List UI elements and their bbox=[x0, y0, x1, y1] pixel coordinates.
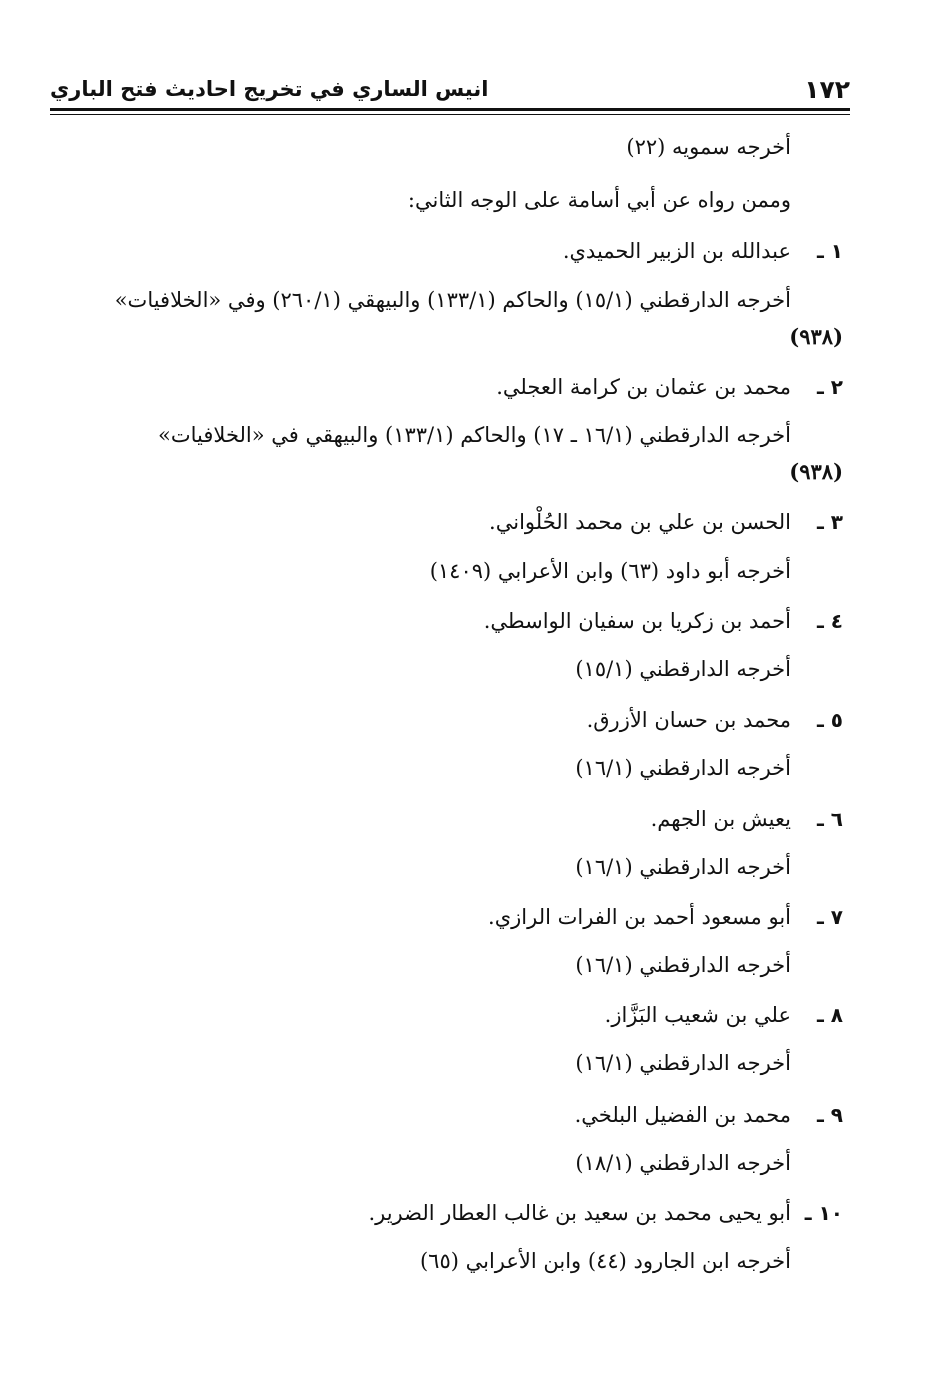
source-line: أخرجه الدارقطني (١٨/١) bbox=[575, 1151, 791, 1175]
narrator-name: عبدالله بن الزبير الحميدي. bbox=[562, 239, 791, 263]
item-number: ٣ ـ bbox=[816, 510, 843, 534]
narrator-name: محمد بن عثمان بن كرامة العجلي. bbox=[496, 375, 791, 399]
intro-source-line: أخرجه سمويه (٢٢) bbox=[626, 135, 791, 159]
header-rule-thin bbox=[50, 114, 850, 115]
narrator-item bbox=[60, 804, 843, 834]
narrator-item bbox=[60, 1000, 843, 1030]
source-line: أخرجه الدارقطني (١٦/١) bbox=[575, 1051, 791, 1075]
source-line: أخرجه الدارقطني (١٦/١ ـ ١٧) والحاكم (١٣٣/١) والبيهقي في «الخلافيات» bbox=[158, 423, 791, 447]
narrator-name: أبو يحيى محمد بن سعيد بن غالب العطار الضرير. bbox=[368, 1201, 791, 1225]
source-line: أخرجه ابن الجارود (٤٤) وابن الأعرابي (٦٥) bbox=[419, 1249, 791, 1273]
item-number: ٨ ـ bbox=[816, 1003, 843, 1027]
source-line: أخرجه الدارقطني (١٦/١) bbox=[575, 855, 791, 879]
item-number: ٤ ـ bbox=[816, 609, 843, 633]
source-line: أخرجه الدارقطني (١٦/١) bbox=[575, 756, 791, 780]
narrator-name: محمد بن الفضيل البلخي. bbox=[574, 1103, 791, 1127]
source-line: أخرجه الدارقطني (١٦/١) bbox=[575, 953, 791, 977]
page-header bbox=[50, 72, 850, 106]
source-line: أخرجه أبو داود (٦٣) وابن الأعرابي (١٤٠٩) bbox=[429, 559, 791, 583]
narrator-item bbox=[60, 236, 843, 266]
narrator-item bbox=[60, 507, 843, 537]
narrator-item bbox=[60, 1198, 843, 1228]
item-number: ٧ ـ bbox=[816, 905, 843, 929]
item-number: ٢ ـ bbox=[816, 375, 843, 399]
source-continuation: (٩٣٨) bbox=[789, 459, 843, 484]
source-continuation: (٩٣٨) bbox=[789, 324, 843, 349]
narrator-name: محمد بن حسان الأزرق. bbox=[586, 708, 791, 732]
header-rule-thick bbox=[50, 108, 850, 111]
narrator-name: علي بن شعيب البَزَّاز. bbox=[604, 1003, 791, 1027]
page-number: ١٧٢ bbox=[804, 74, 850, 104]
intro-heading-line: وممن رواه عن أبي أسامة على الوجه الثاني: bbox=[407, 188, 791, 212]
item-number: ٦ ـ bbox=[816, 807, 843, 831]
narrator-item bbox=[60, 606, 843, 636]
narrator-name: أحمد بن زكريا بن سفيان الواسطي. bbox=[483, 609, 791, 633]
source-line: أخرجه الدارقطني (١٥/١) والحاكم (١٣٣/١) والبيهقي (٢٦٠/١) وفي «الخلافيات» bbox=[114, 288, 791, 312]
narrator-item bbox=[60, 1100, 843, 1130]
narrator-name: يعيش بن الجهم. bbox=[650, 807, 791, 831]
narrator-item bbox=[60, 372, 843, 402]
item-number: ١ ـ bbox=[816, 239, 843, 263]
narrator-item bbox=[60, 705, 843, 735]
item-number: ١٠ ـ bbox=[804, 1201, 843, 1225]
item-number: ٩ ـ bbox=[816, 1103, 843, 1127]
narrator-item bbox=[60, 902, 843, 932]
narrator-name: أبو مسعود أحمد بن الفرات الرازي. bbox=[488, 905, 791, 929]
source-line: أخرجه الدارقطني (١٥/١) bbox=[575, 657, 791, 681]
narrator-name: الحسن بن علي بن محمد الحُلْواني. bbox=[489, 510, 791, 534]
running-title: انيس الساري في تخريج احاديث فتح الباري bbox=[50, 77, 489, 101]
item-number: ٥ ـ bbox=[816, 708, 843, 732]
